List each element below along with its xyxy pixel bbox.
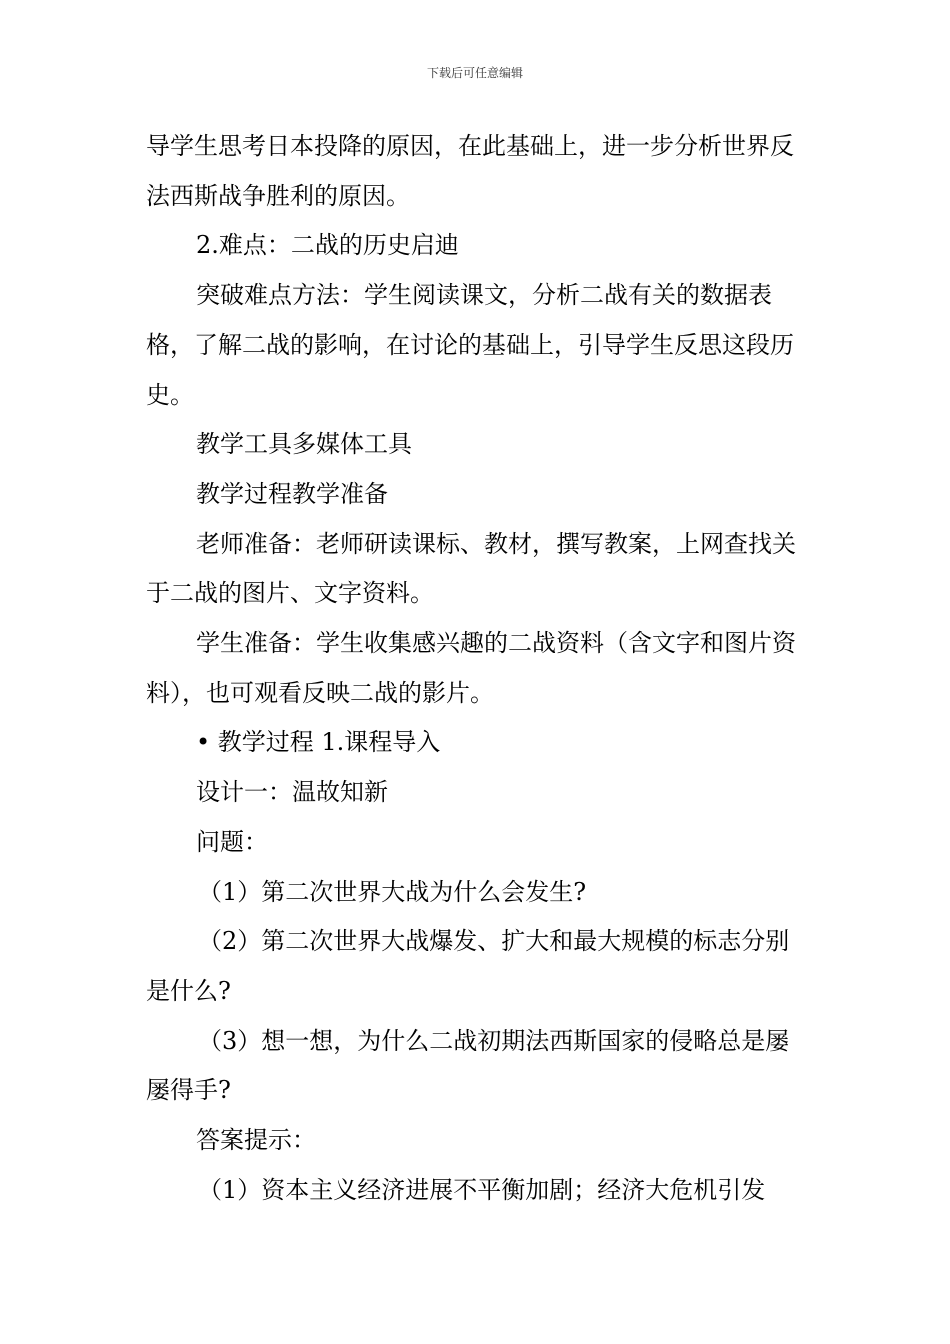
paragraph-question-1: （1）第二次世界大战为什么会发生?	[198, 877, 587, 906]
paragraph-teacher-prep: 老师准备：老师研读课标、教材，撰写教案，上网查找关于二战的图片、文字资料。	[146, 529, 796, 608]
paragraph-question-3: （3）想一想，为什么二战初期法西斯国家的侵略总是屡屡得手?	[146, 1026, 790, 1105]
paragraph-tools: 教学工具多媒体工具	[196, 430, 412, 459]
document-body	[146, 122, 808, 1215]
paragraph-method: 突破难点方法：学生阅读课文，分析二战有关的数据表格，了解二战的影响，在讨论的基础上，引导学生反思这段历史。	[146, 281, 794, 409]
paragraph-answer-1: （1）资本主义经济进展不平衡加剧；经济大危机引发	[198, 1175, 766, 1204]
paragraph-question-2: （2）第二次世界大战爆发、扩大和最大规模的标志分别是什么?	[146, 927, 790, 1005]
paragraph-answer-label: 答案提示：	[196, 1126, 316, 1155]
paragraph-difficulty: 2.难点：二战的历史启迪	[196, 231, 459, 260]
paragraph-design-one: 设计一：温故知新	[196, 778, 388, 807]
paragraph-questions-label: 问题：	[196, 827, 268, 856]
page-header: 下载后可任意编辑	[426, 66, 523, 80]
paragraph-student-prep: 学生准备：学生收集感兴趣的二战资料（含文字和图片资料），也可观看反映二战的影片。	[146, 629, 796, 707]
paragraph-course-intro: • 教学过程 1.课程导入	[196, 728, 441, 757]
paragraph-process-prep: 教学过程教学准备	[196, 479, 388, 508]
paragraph-continuation: 导学生思考日本投降的原因，在此基础上，进一步分析世界反法西斯战争胜利的原因。	[146, 132, 794, 210]
